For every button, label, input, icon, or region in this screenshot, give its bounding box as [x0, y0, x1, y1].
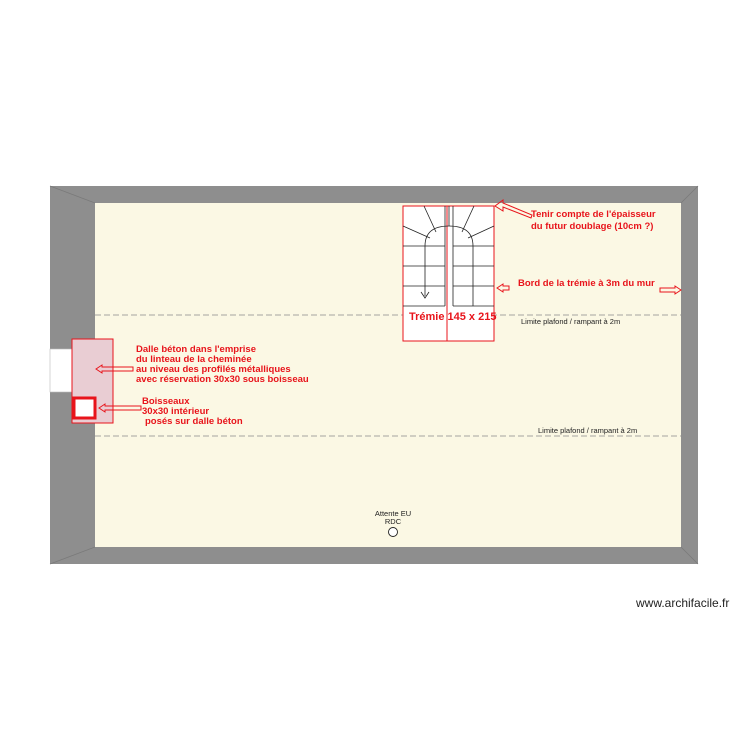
doublage-note-line-1: Tenir compte de l'épaisseur: [531, 209, 656, 220]
boisseaux-note-line-1: Boisseaux: [142, 396, 190, 407]
bord-tremie-note: Bord de la trémie à 3m du mur: [518, 278, 655, 289]
boisseaux-note-line-3: posés sur dalle béton: [145, 416, 243, 427]
watermark: www.archifacile.fr: [636, 596, 730, 610]
dalle-note-line-4: avec réservation 30x30 sous boisseau: [136, 374, 309, 385]
dalle-note-line-1: Dalle béton dans l'emprise: [136, 344, 256, 355]
drain-symbol: [389, 528, 398, 537]
dalle-note-line-2: du linteau de la cheminée: [136, 354, 252, 365]
ceiling-limit-label-2: Limite plafond / rampant à 2m: [538, 426, 638, 435]
boisseaux-note-line-2: 30x30 intérieur: [142, 406, 210, 417]
flue-box: [74, 398, 95, 418]
attente-label-line-2: RDC: [384, 517, 402, 526]
doublage-note-line-2: du futur doublage (10cm ?): [531, 221, 654, 232]
attente-label-line-1: Attente EU: [374, 509, 412, 518]
ceiling-limit-label-1: Limite plafond / rampant à 2m: [521, 317, 621, 326]
tremie-label: Trémie 145 x 215: [409, 311, 497, 323]
window-opening: [50, 349, 72, 392]
dalle-note-line-3: au niveau des profilés métalliques: [136, 364, 291, 375]
